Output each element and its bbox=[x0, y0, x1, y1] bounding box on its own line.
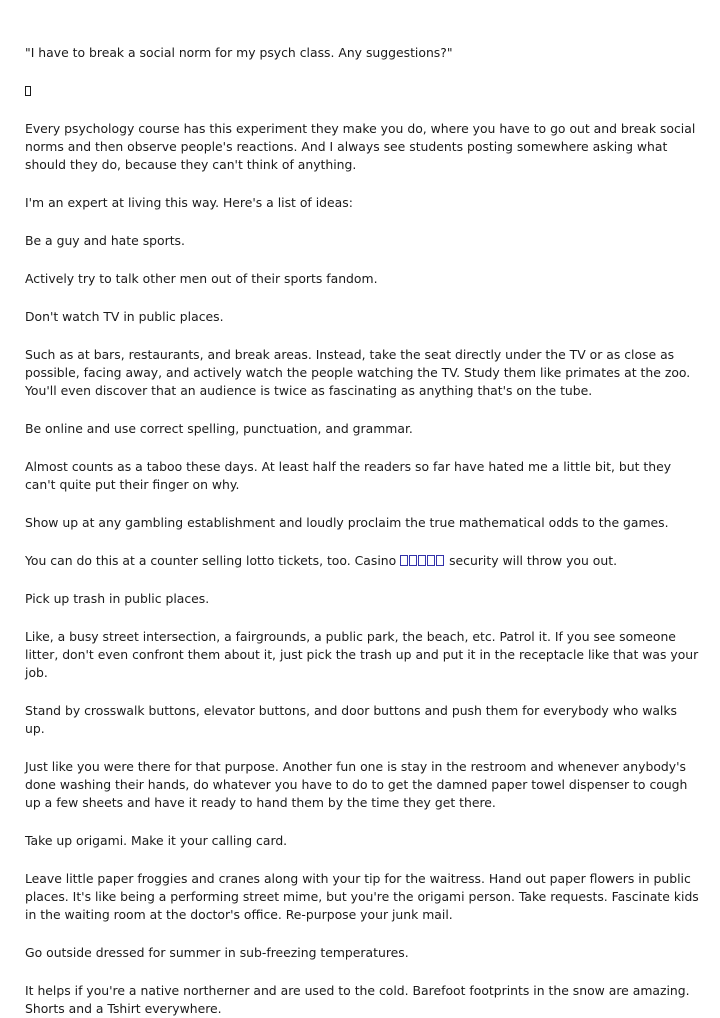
missing-glyph-icon bbox=[25, 86, 31, 96]
glyph-box-icon bbox=[427, 555, 435, 566]
paragraph-idea-buttons: Stand by crosswalk buttons, elevator buttons, and door buttons and push them for everybody who walks up. bbox=[25, 703, 678, 736]
casino-link[interactable] bbox=[400, 553, 445, 568]
paragraph-grammar-detail: Almost counts as a taboo these days. At least half the readers so far have hated me a little bit, but they can't quite put their finger on why. bbox=[25, 459, 672, 492]
paragraph-idea-tv: Don't watch TV in public places. bbox=[25, 309, 224, 324]
paragraph-origami-detail: Leave little paper froggies and cranes along with your tip for the waitress. Hand out paper flowers in public places. It's like being a performing street mime, but you're the origami person. Take requests. Fascinate kids in the waiting room at the doctor's office. Re-purpose your junk mail. bbox=[25, 871, 699, 922]
paragraph-idea-trash: Pick up trash in public places. bbox=[25, 591, 210, 606]
paragraph-idea-summer: Go outside dressed for summer in sub-freezing temperatures. bbox=[25, 945, 409, 960]
glyph-box-icon bbox=[409, 555, 417, 566]
paragraph-summer-detail: It helps if you're a native northerner and are used to the cold. Barefoot footprints in the snow are amazing. Shorts and a Tshirt everywhere. bbox=[25, 983, 690, 1016]
paragraph-intro: Every psychology course has this experiment they make you do, where you have to go out and break social norms and then observe people's reactions. And I always see students posting somewhere asking what should they do, because they can't think of anything. bbox=[25, 121, 696, 172]
link-paragraph-before: You can do this at a counter selling lotto tickets, too. Casino bbox=[25, 553, 401, 568]
glyph-box-icon bbox=[436, 555, 444, 566]
paragraph-gambling-detail bbox=[25, 552, 700, 570]
paragraph-idea-gambling: Show up at any gambling establishment and loudly proclaim the true mathematical odds to the games. bbox=[25, 515, 669, 530]
paragraph-expert: I'm an expert at living this way. Here's a list of ideas: bbox=[25, 195, 353, 210]
paragraph-idea-sports: Be a guy and hate sports. bbox=[25, 233, 185, 248]
paragraph-idea-origami: Take up origami. Make it your calling card. bbox=[25, 833, 288, 848]
paragraph-tv-detail: Such as at bars, restaurants, and break areas. Instead, take the seat directly under the TV or as close as possible, facing away, and actively watch the people watching the TV. Study them like primates at the zoo. You'll even discover that an audience is twice as fascinating as anything that's on the tube. bbox=[25, 347, 691, 398]
link-paragraph-after: security will throw you out. bbox=[445, 553, 618, 568]
paragraph-missing-glyph bbox=[25, 82, 700, 100]
paragraph-trash-detail: Like, a busy street intersection, a fairgrounds, a public park, the beach, etc. Patrol it. If you see someone litter, don't even confront them about it, just pick the trash up and put it in the receptacle like that was your job. bbox=[25, 629, 699, 680]
paragraph-sports-detail: Actively try to talk other men out of their sports fandom. bbox=[25, 271, 378, 286]
paragraph-idea-grammar: Be online and use correct spelling, punctuation, and grammar. bbox=[25, 421, 413, 436]
paragraph-quote: "I have to break a social norm for my psych class. Any suggestions?" bbox=[25, 45, 453, 60]
glyph-box-icon bbox=[418, 555, 426, 566]
glyph-box-icon bbox=[400, 555, 408, 566]
paragraph-buttons-detail: Just like you were there for that purpose. Another fun one is stay in the restroom and whenever anybody's done washing their hands, do whatever you have to do to get the damned paper towel dispenser to cough up a few sheets and have it ready to hand them by the time they get there. bbox=[25, 759, 688, 810]
